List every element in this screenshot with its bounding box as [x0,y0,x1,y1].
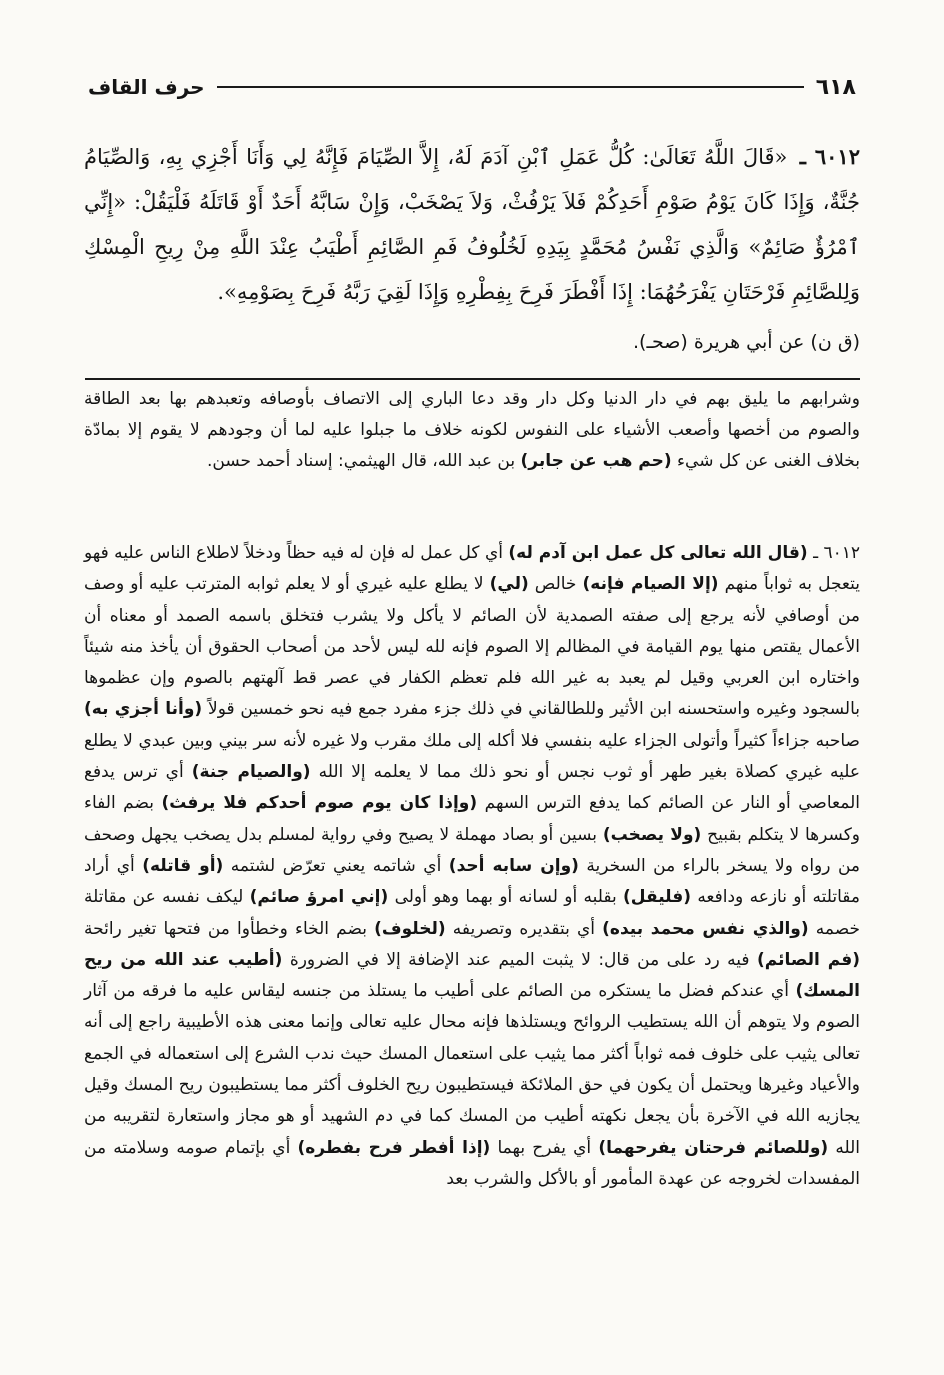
footnote-divider [85,378,860,380]
commentary-headword: (وللصائم فرحتان يفرحهما) [598,1137,829,1158]
commentary-headword: (لخلوف) [374,918,446,939]
commentary-headword: (لي) [489,574,529,595]
commentary-headword: (وأنا أجزي به) [84,699,203,720]
commentary-headword: (أطيب عند الله من ريح المسك) [84,949,860,1002]
commentary-text: أي كل عمل له فإن له فيه حظاً ودخلاً لاطلاع الناس عليه فهو يتعجل به ثواباً منهم [84,543,860,595]
commentary-text: أي أراد مقاتلته أو نازعه ودافعه [84,855,861,908]
commentary-headword: (فليقل) [623,887,691,908]
commentary-headword: (والصيام جنة) [191,762,311,783]
commentary-headword: (وإن سابه أحد) [448,855,579,876]
commentary-headword: (قال الله تعالى كل عمل ابن آدم له) [508,543,808,563]
commentary-headword: (إني امرؤ صائم) [249,887,389,908]
commentary-text: أي ترس يدفع المعاصي أو النار عن الصائم كما يدفع الترس السهم [84,762,860,814]
commentary-text: خالص [528,574,583,595]
commentary-headword: (والذي نفس محمد بيده) [602,918,809,939]
commentary-paragraph [84,538,860,1195]
commentary-6012 [84,538,860,1195]
hadith-text-block [84,134,860,315]
commentary-headword: (ولا يصخب) [602,824,702,845]
commentary-text: أي بتقديره وتصريفه [445,918,603,939]
commentary-headword: (إلا الصيام فإنه) [582,574,719,595]
commentary-headword: (إذا أفطر فرح بفطره) [297,1137,491,1158]
page-number: ٦١٨ [815,74,856,100]
previous-commentary-tail: بن عبد الله، قال الهيثمي: إسناد أحمد حسن. [207,451,516,471]
commentary-text: أي عندكم فضل ما يستكره من الصائم على أطيب ما يستلذ من جنسه ليقاس عليه ما فرقه من آثار الصوم ولا يتوهم أن الله يستطيب الروائح ويستلذها فإنه محال عليه تعالى وإنما معنى هذه الأطيبية راجع إلى أنه تعالى يثيب على خلوف فمه ثواباً أكثر مما يثيب على استعمال المسك حيث ندب الشرع إلى استعماله في الجمع والأعياد وغيرها ويحتمل أن يكون في حق الملائكة فيستطيبون ريح الخلوف أكثر مما يستطيبون ريح المسك وقيل يجازيه الله في الآخرة بأن يجعل نكهته أطيب من المسك كما في دم الشهيد أو هو مجاز واستعارة لتقريبه من الله [84,981,861,1158]
commentary-text: أي يفرح بهما [490,1137,599,1158]
hadith-number: ٦٠١٢ ـ [799,144,860,169]
commentary-text: بسين أو بصاد مهملة لا يصيح وفي رواية لمسلم بدل يصخب يجهل وصحف من رواه ولا يسخر بالراء من السخرية [84,824,860,876]
commentary-headword: (أو قاتله) [142,855,224,876]
header-title: حرف القاف [88,75,205,99]
commentary-text: ٦٠١٢ ـ [807,543,860,563]
previous-commentary-text: وشرابهم ما يليق بهم في دار الدنيا وكل دار وقد دعا الباري إلى الاتصاف بأوصافه وتعبدهم بها بعد الطاقة والصوم من أخصها وأصعب الأشياء على النفوس لكونه خلاف ما جبلوا عليه لما أن وجودهم لا يقوم إلا بمادّة بخلاف الغنى عن كل شيء [84,389,860,471]
commentary-text: بقلبه أو لسانه أو بهما وهو أولى [388,887,624,908]
commentary-headword: (وإذا كان يوم صوم أحدكم فلا يرفث) [161,793,478,814]
commentary-headword: (فم الصائم) [756,949,860,970]
commentary-text: أي شاتمه يعني تعرّض لشتمه [223,855,449,876]
commentary-text: فيه رد على من قال: لا يثبت الميم عند الإضافة إلا في الضرورة [282,949,757,970]
commentary-text: لا يطلع عليه غيري أو لا يعلم ثوابه المترتب عليه أو وصف من أوصافي لأنه يرجع إلى صفته الصمدية لأن الصائم لا يأكل ولا يشرب فتخلق باسمه الصمد أو معناه أن الأعمال يقتص منها يوم القيامة في المظالم إلا الصوم فإنه لله ليس لأحد من أصحاب الحقوق أن يأخذ منه شيئاً واختاره ابن العربي وقيل لم يعبد به غير الله فلم تعظم الكفار في عصر قط آلهتهم بالصوم وإن عظموها بالسجود وغيره واستحسنه ابن الأثير وللطالقاني في ذلك جزء مفرد جمع فيه نحو خمسين قولاً [84,574,861,720]
commentary-text: صاحبه جزاءاً كثيراً وأتولى الجزاء عليه بنفسي فلا أكله إلى ملك مقرب ولا غيره لأنه سر بيني وبين عبدي لا يطلع عليه غيري كصلاة بغير طهر أو ثوب نجس أو نحو ذلك مما لا يعلمه إلا الله [84,730,861,783]
commentary-text: بضم الفاء وكسرها لا يتكلم بقبيح [84,793,860,845]
hadith-source: (ق ن) عن أبي هريرة (صحـ). [633,331,860,353]
hadith-text: «قَالَ اللَّهُ تَعَالَىٰ: كُلُّ عَمَلِ ٱبْنِ آدَمَ لَهُ، إِلاَّ الصِّيَامَ فَإِنَّهُ لِي وَأَنَا أَجْزِي بِهِ، وَالصِّيَامُ جُنَّةٌ، وَإِذَا كَانَ يَوْمُ صَوْمِ أَحَدِكُمْ فَلاَ يَرْفُثْ، وَلاَ يَصْخَبْ، وَإِنْ سَابَّهُ أَحَدٌ أَوْ قَاتَلَهُ فَلْيَقُلْ: «إِنِّي ٱمْرُؤٌ صَائِمٌ» وَالَّذِي نَفْسُ مُحَمَّدٍ بِيَدِهِ لَخُلُوفُ فَمِ الصَّائِمِ أَطْيَبُ عِنْدَ اللَّهِ مِنْ رِيحِ الْمِسْكِ وَلِلصَّائِمِ فَرْحَتَانِ يَفْرَحُهُمَا: إِذَا أَفْطَرَ فَرِحَ بِفِطْرِهِ وَإِذَا لَقِيَ رَبَّهُ فَرِحَ بِصَوْمِهِ». [84,145,860,304]
previous-commentary [84,384,860,477]
commentary-text: بضم الخاء وخطأوا من فتحها تغير رائحة [84,918,375,939]
commentary-text: ليكف نفسه عن مقاتلة خصمه [84,887,860,939]
header-rule [217,86,804,88]
previous-commentary-source: (حم هب عن جابر) [520,451,672,471]
page-header [88,70,856,104]
commentary-text: أي بإتمام صومه وسلامته من المفسدات لخروجه عن عهدة المأمور أو بالأكل والشرب بعد [84,1137,860,1189]
